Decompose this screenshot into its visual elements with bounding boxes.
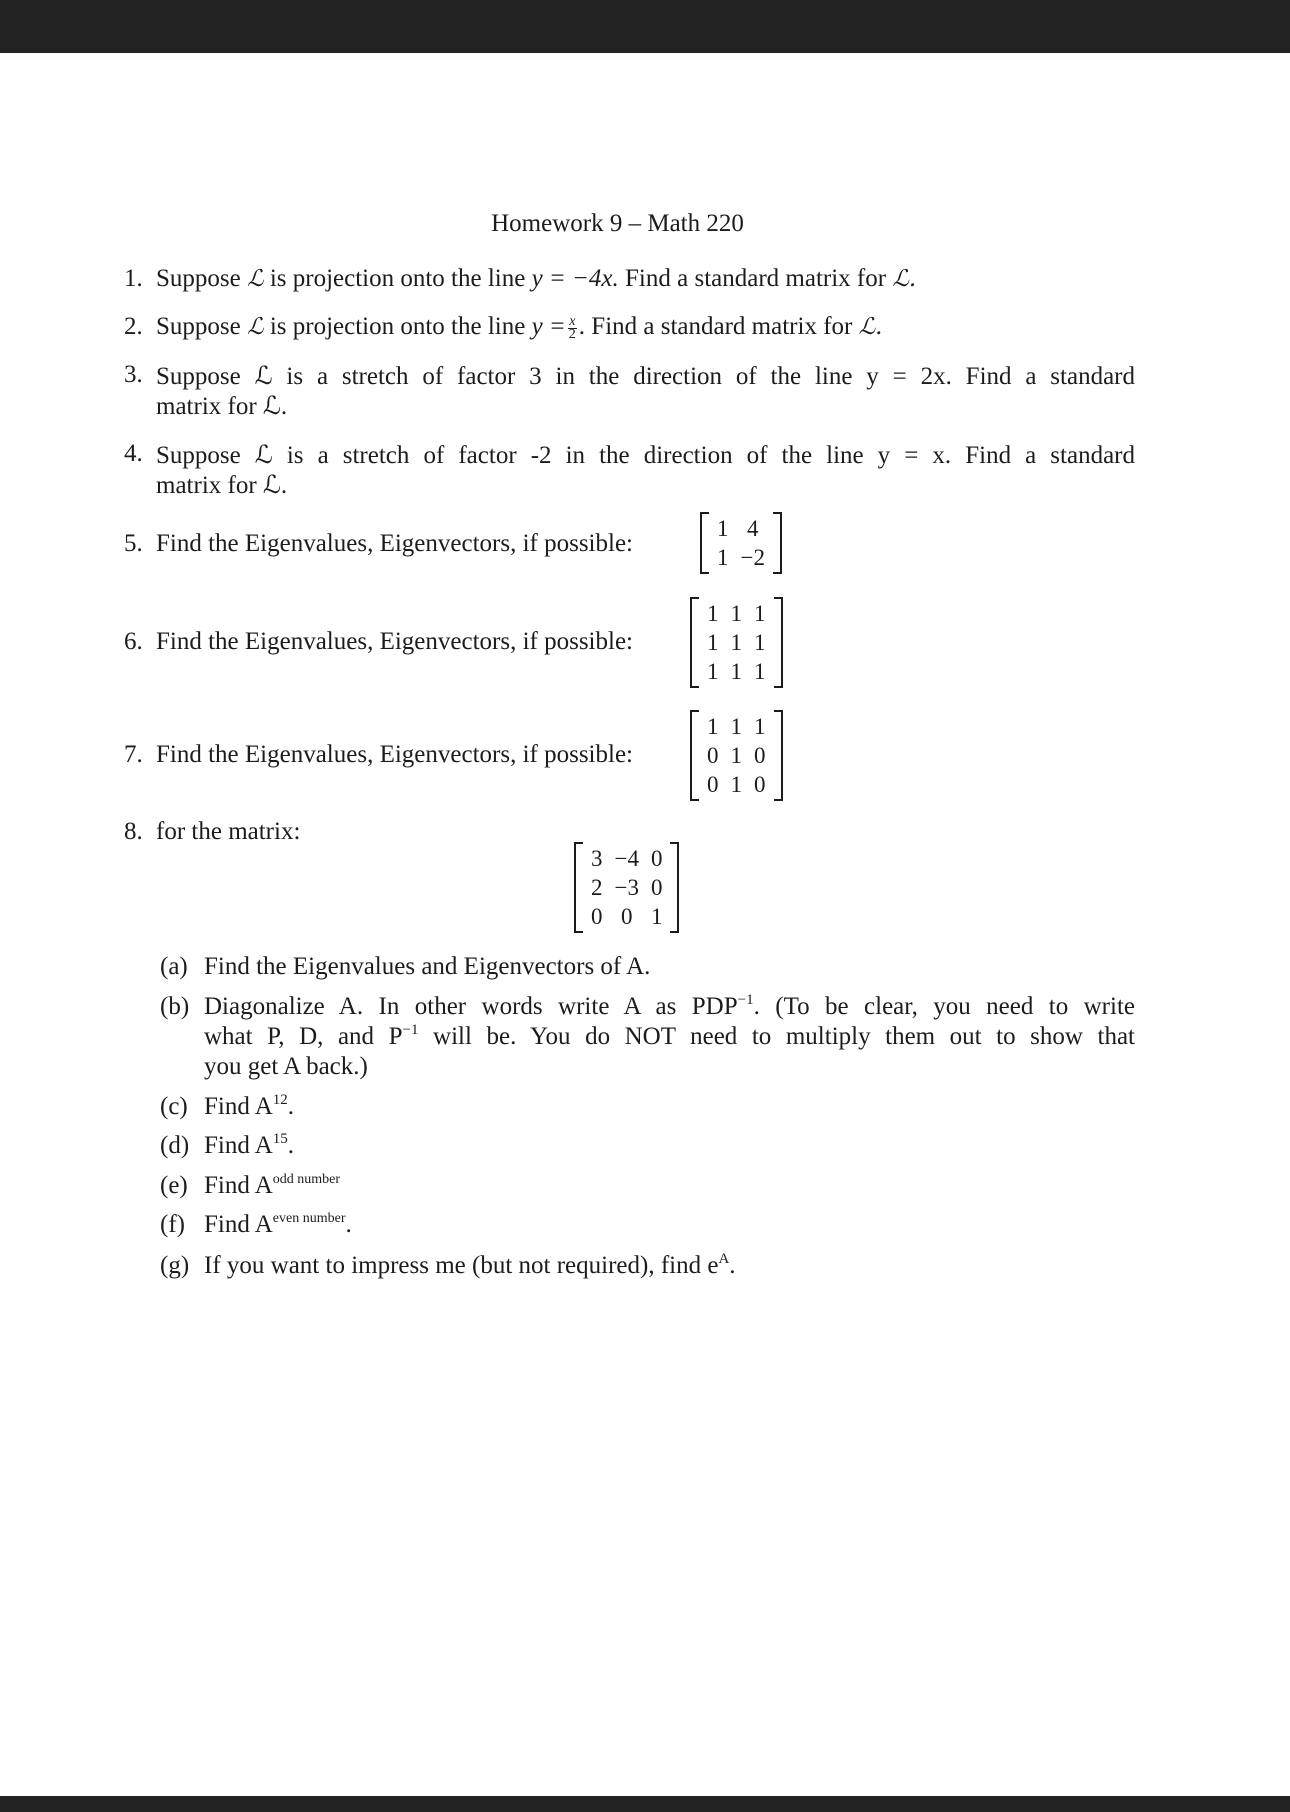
- part-d-text: Find $A^{15}$.: [204, 1131, 295, 1159]
- problem-number: 2.: [124, 313, 143, 340]
- problem-text: Find the Eigenvalues, Eigenvectors, if possible:: [156, 628, 633, 655]
- part-g-text: If you want to impress me (but not required), find $e^A$.: [204, 1251, 736, 1279]
- part-e-text: Find $A^{odd number}$: [204, 1172, 341, 1199]
- problem-text: for the matrix:: [156, 818, 301, 845]
- part-label: (f): [160, 1211, 185, 1238]
- part-b-line-2: what P, D, and $P^{-1}$ will be. You do NOT need to multiply them out to show that: [204, 1022, 1136, 1050]
- part-b-line-1: Diagonalize A. In other words write A as $PDP^{-1}$. (To be clear, you need to write: [204, 992, 1135, 1020]
- problem-text: Suppose ℒ is projection onto the line y = −4x. Find a standard matrix for ℒ.: [156, 265, 917, 292]
- part-a-text: Find the Eigenvalues and Eigenvectors of A.: [204, 953, 651, 980]
- problem-text: Find the Eigenvalues, Eigenvectors, if possible:: [156, 741, 633, 768]
- fraction: $\frac{x}{2}$: [568, 313, 576, 342]
- problem-text-line-2: matrix for ℒ.: [156, 393, 288, 420]
- matrix: 1 1 1 0 1 0 0 1 0: [690, 710, 783, 801]
- problem-text: Suppose ℒ is projection onto the line y = $\frac{x}{2}$ . Find a standard matrix for ℒ.: [156, 313, 883, 342]
- problem-number: 6.: [124, 628, 143, 655]
- problem-number: 4.: [124, 440, 143, 467]
- part-f-text: Find $A^{even number}$.: [204, 1211, 352, 1238]
- bottom-bar: [0, 1796, 1290, 1812]
- problem-text-line-1: Suppose ℒ is a stretch of factor 3 in the direction of the line y = 2x. Find a standard: [156, 363, 1135, 390]
- matrix: 1 4 1 −2: [700, 512, 782, 574]
- matrix: 1 1 1 1 1 1 1 1 1: [690, 597, 783, 688]
- part-label: (a): [160, 953, 188, 980]
- problem-number: 7.: [124, 741, 143, 768]
- problem-number: 3.: [124, 361, 143, 388]
- part-label: (b): [160, 993, 190, 1020]
- part-label: (d): [160, 1132, 190, 1159]
- page-title: Homework 9 – Math 220: [491, 210, 744, 237]
- part-label: (e): [160, 1172, 188, 1199]
- part-label: (c): [160, 1093, 188, 1120]
- part-c-text: Find $A^{12}$.: [204, 1092, 295, 1120]
- problem-number: 1.: [124, 265, 143, 292]
- problem-text: Find the Eigenvalues, Eigenvectors, if possible:: [156, 530, 633, 557]
- matrix-a: 3 −4 0 2 −3 0 0 0 1: [574, 842, 679, 933]
- part-b-line-3: you get A back.): [204, 1053, 368, 1080]
- problem-text-line-1: Suppose ℒ is a stretch of factor -2 in the direction of the line y = x. Find a standard: [156, 442, 1135, 469]
- problem-number: 5.: [124, 530, 143, 557]
- problem-text-line-2: matrix for ℒ.: [156, 472, 288, 499]
- part-label: (g): [160, 1252, 190, 1279]
- problem-number: 8.: [124, 818, 143, 845]
